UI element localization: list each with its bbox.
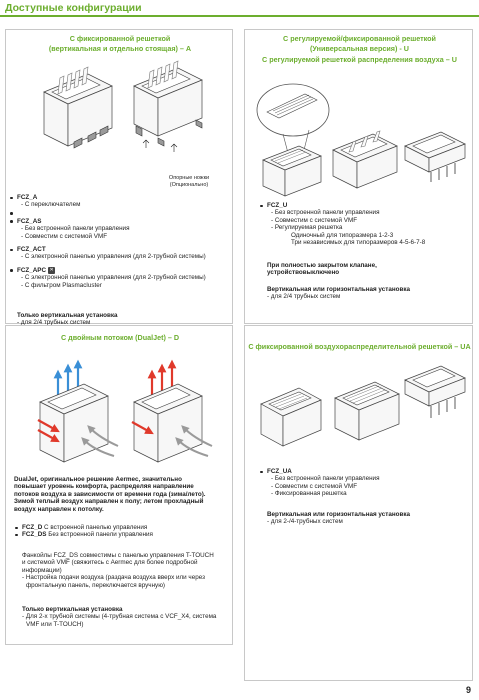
panel-d-note [22,552,232,589]
item-line: - Совместим с системой VMF [21,232,108,240]
panel-d-description [14,476,230,513]
item-text: Без встроенной панели управления [48,531,153,539]
note-line: информации) [22,566,62,574]
list-item-fcz-act [17,246,227,261]
item-code: FCZ_AS [17,217,42,225]
page-number: 9 [465,685,471,695]
item-line: - С электронной панелью управления (для 2-трубной системы) [21,274,206,282]
item-line: - С электронной панелью управления (для 2-трубной системы) [21,253,206,261]
fancoil-unit-a-illustration [38,58,118,154]
item-line: - С фильтром Plasmacluster [21,281,102,289]
bullet [10,197,13,200]
fancoil-unit-ua-long-illustration [331,368,405,450]
install-line: - Для 2-х трубной системы (4-трубная система с VCF_X4, система [22,613,217,621]
note-line: фронтальную панель, переключается вручную) [26,581,166,589]
panel-a-title-line2: (вертикальная и отдельно стоящая) – A [48,43,192,53]
install-text: - для 2/4 трубных систем [17,319,91,327]
item-code: FCZ_DS [22,531,47,539]
bullet [15,534,18,537]
closed-note-line1: При полностью закрытом клапане, [267,262,377,269]
item-line: - Без встроенной панели управления [271,209,380,217]
desc-line: воздух направлен к потолку. [14,505,104,513]
dualjet-unit-winter-illustration [34,358,124,470]
dualjet-unit-summer-illustration [128,358,218,470]
bullet [10,249,13,252]
panel-u-title-line1: С регулируемой/фиксированной решеткой [283,34,436,43]
note-line: Фанкойлы FCZ_DS совместимы с панелью управления T-TOUCH [22,552,214,559]
panel-d-items [22,524,227,539]
item-code: FCZ_APC [17,266,47,274]
item-code: FCZ_A [17,194,38,201]
feet-caption [154,175,224,188]
fancoil-unit-ua-horizontal-illustration [401,354,471,444]
item-subline: Одиночный для типоразмера 1-2-3 [291,231,394,239]
item-code: FCZ_ACT [17,246,46,254]
desc-line: Зимой теплый воздух направлен к полу; летом прохладный [14,498,204,506]
item-line: - Фиксированная решетка [271,490,347,498]
panel-config-a [5,29,233,327]
item-code: FCZ_U [267,202,288,209]
panel-a-items [17,194,227,289]
item-line: - С переключателем [21,201,81,209]
item-code: FCZ_UA [267,468,292,475]
item-line: - Без встроенной панели управления [21,225,130,233]
page-header-title: Доступные конфигурации [5,2,142,14]
list-item-fcz-apc [17,267,227,289]
item-text: С встроенной панелью управления [44,524,148,531]
panel-ua-install [267,511,467,526]
bullet [10,269,13,272]
list-item-fcz-a [17,194,227,209]
header-rule [0,15,479,17]
panel-u-title [245,34,474,65]
panel-a-title [6,34,234,53]
note-line: и системой VMF (свяжитесь с Aermec для более подробной [22,559,198,567]
bullet [260,471,263,474]
note-line: - Настройка подачи воздуха (раздача воздуха вверх или через [22,574,205,582]
panel-u-title-line2: (Универсальная версия) - U [310,43,409,53]
item-line: - Без встроенной панели управления [271,475,380,483]
fancoil-unit-u-illustration [259,132,329,202]
panel-d-title: С двойным потоком (DualJet) – D [60,333,180,342]
list-item-fcz-ds [22,531,227,538]
panel-u-title-line3: С регулируемой решеткой распределения воздуха – U [262,55,457,64]
bullet [10,220,13,223]
desc-line: повышает уровень комфорта, распределяя направление [14,483,194,491]
item-line: - Совместим с системой VMF [271,482,358,490]
feet-caption-line1: Опорные ножки [168,175,210,181]
list-item-fcz-as [17,218,227,240]
panel-u-closed-note [267,262,467,277]
plasmacluster-badge-icon: ✕ [49,266,54,273]
panel-u-details [267,202,467,246]
panel-ua-title: С фиксированной воздухораспределительной решеткой – UA [248,342,471,351]
bullet [10,212,13,215]
item-line: - Регулируемая решетка [271,224,343,232]
panel-ua-details [267,468,467,498]
fancoil-unit-u-horizontal-illustration [401,124,471,198]
bullet [15,527,18,530]
panel-config-u [244,29,473,324]
bullet [260,205,263,208]
item-code: FCZ_D [22,524,43,531]
panel-config-ua [244,325,473,681]
item-subline: Три независимых для типоразмеров 4-5-6-7-8 [291,239,426,247]
panel-u-install [267,286,467,301]
closed-note-line2: устройствовыключено [267,269,340,277]
desc-line: потоков воздуха в зависимости от времени года (зима/лето). [14,490,206,498]
fancoil-unit-u-long-illustration [329,122,403,196]
install-text: - для 2-/4-трубных систем [267,518,343,526]
install-title: Вертикальная или горизонтальная установка [267,286,411,293]
feet-caption-line2: (Опционально) [169,181,209,188]
install-line: VMF или T-TOUCH) [26,620,84,628]
install-text: - для 2/4 трубных систем [267,293,341,301]
panel-a-title-line1: С фиксированной решеткой [69,34,171,43]
list-item-empty [17,210,227,218]
fancoil-unit-a-with-feet-illustration [128,56,218,156]
panel-d-install [22,606,232,628]
install-title: Только вертикальная установка [22,606,123,613]
install-title: Вертикальная или горизонтальная установка [267,511,411,518]
desc-line: DualJet, оригинальное решение Aermec, значительно [14,476,182,483]
install-title: Только вертикальная установка [17,312,118,319]
panel-config-d [5,325,233,645]
fancoil-unit-ua-illustration [257,374,331,454]
item-line: - Совместим с системой VMF [271,216,358,224]
